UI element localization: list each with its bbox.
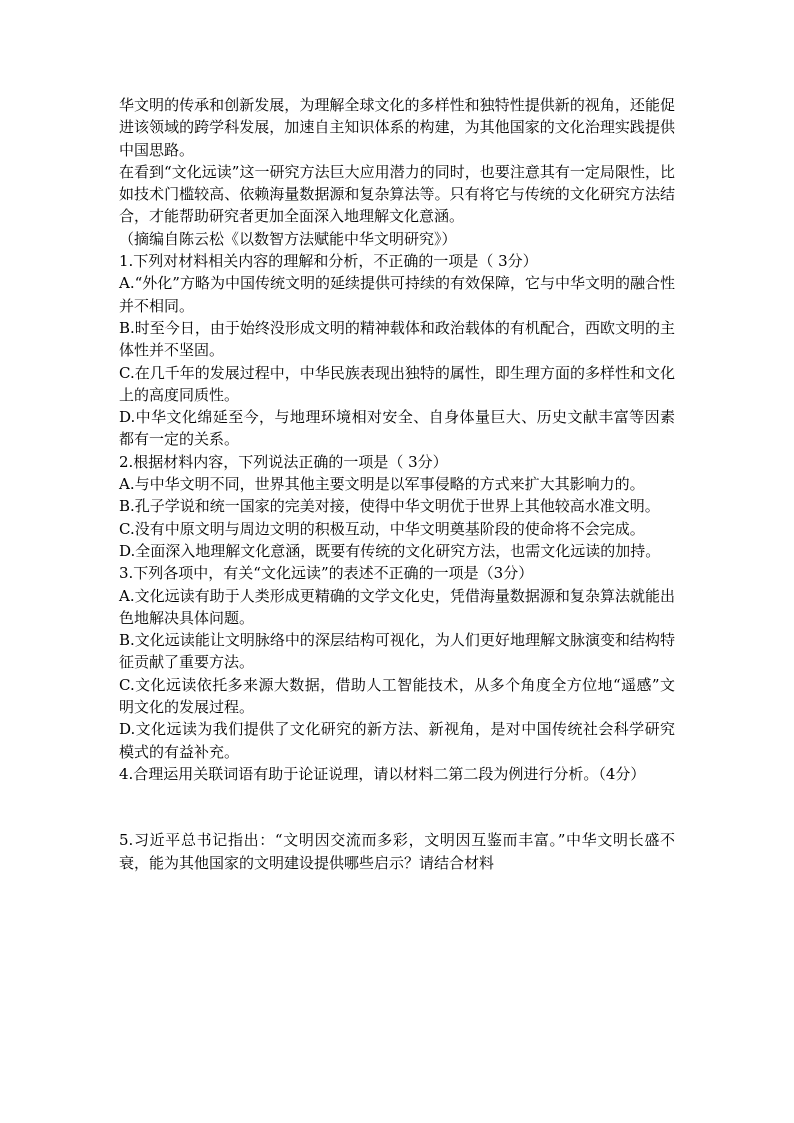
material-paragraph-1: 华文明的传承和创新发展，为理解全球文化的多样性和独特性提供新的视角，还能促进该领域的跨学科发展，加速自主知识体系的构建，为其他国家的文化治理实践提供中国思路。 — [119, 96, 675, 159]
question-3 — [119, 562, 675, 763]
material-paragraph-2: 在看到“文化远读”这一研究方法巨大应用潜力的同时，也要注意其有一定局限性，比如技术门槛较高、依赖海量数据源和复杂算法等。只有将它与传统的文化研究方法结合，才能帮助研究者更加全面深入地理解文化意涵。 — [119, 162, 675, 226]
option-c: C.没有中原文明与周边文明的积极互动，中华文明奠基阶段的使命将不会完成。 — [119, 519, 645, 538]
option-d: D.文化远读为我们提供了文化研究的新方法、新视角，是对中国传统社会科学研究模式的有益补充。 — [119, 720, 675, 761]
document-page — [119, 94, 675, 874]
option-a: A.“外化”方略为中国传统文明的延续提供可持续的有效保障，它与中华文明的融合性并不相同。 — [119, 274, 675, 315]
answer-space — [119, 785, 675, 829]
option-c: C.文化远读依托多来源大数据，借助人工智能技术，从多个角度全方位地“遥感”文明文化的发展过程。 — [119, 675, 675, 717]
question-1 — [119, 250, 675, 451]
question-4: 4.合理运用关联词语有助于论证说理，请以材料二第二段为例进行分析。（4分） — [119, 764, 646, 783]
option-d: D.中华文化绵延至今，与地理环境相对安全、自身体量巨大、历史文献丰富等因素都有一定的关系。 — [119, 408, 675, 449]
option-c: C.在几千年的发展过程中，中华民族表现出独特的属性，即生理方面的多样性和文化上的高度同质性。 — [119, 363, 675, 404]
question-stem: 2.根据材料内容，下列说法正确的一项是（ 3分） — [119, 452, 448, 471]
question-stem: 3.下列各项中，有关“文化远读”的表述不正确的一项是（3分） — [119, 564, 534, 583]
question-2 — [119, 451, 675, 562]
option-b: B.时至今日，由于始终没形成文明的精神载体和政治载体的有机配合，西欧文明的主体性并不坚固。 — [119, 318, 675, 360]
material-source: （摘编自陈云松《以数智方法赋能中华文明研究》） — [119, 229, 457, 248]
option-b: B.孔子学说和统一国家的完美对接，使得中华文明优于世界上其他较高水准文明。 — [119, 497, 660, 516]
option-a: A.文化远读有助于人类形成更精确的文学文化史，凭借海量数据源和复杂算法就能出色地解决具体问题。 — [119, 586, 675, 627]
option-b: B.文化远读能让文明脉络中的深层结构可视化，为人们更好地理解文脉演变和结构特征贡献了重要方法。 — [119, 631, 675, 672]
option-d: D.全面深入地理解文化意涵，既要有传统的文化研究方法，也需文化远读的加持。 — [119, 541, 661, 560]
question-stem: 1.下列对材料相关内容的理解和分析，不正确的一项是（ 3分） — [119, 252, 538, 271]
question-5: 5.习近平总书记指出：“文明因交流而多彩，文明因互鉴而丰富。”中华文明长盛不衰，能为其他国家的文明建设提供哪些启示？请结合材料 — [119, 831, 675, 872]
option-a: A.与中华文明不同，世界其他主要文明是以军事侵略的方式来扩大其影响力的。 — [119, 475, 645, 494]
